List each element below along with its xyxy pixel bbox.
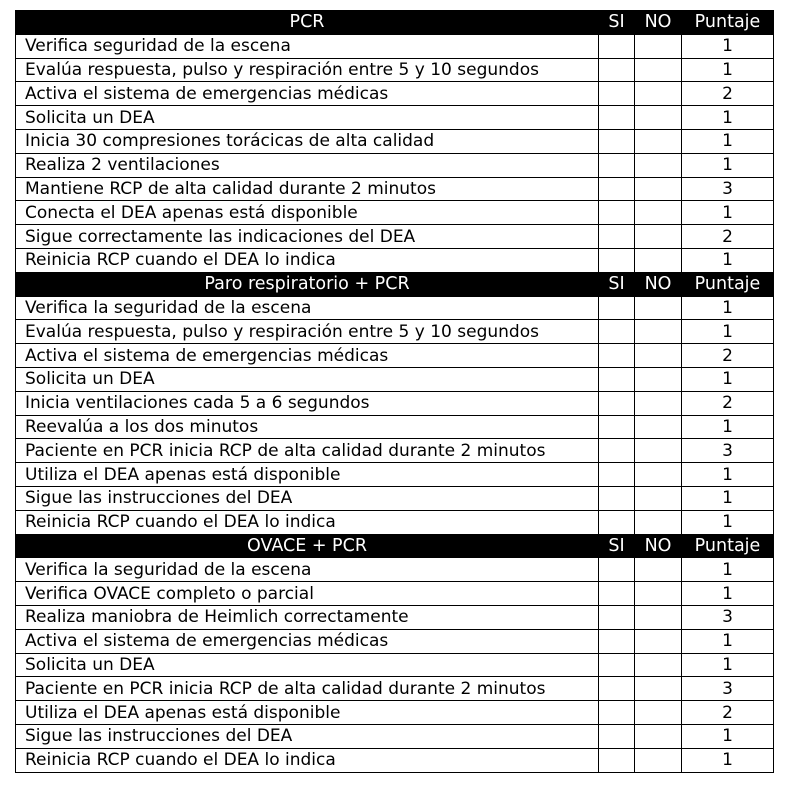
table-row <box>16 320 774 344</box>
criterion-cell: Utiliza el DEA apenas está disponible <box>16 463 599 487</box>
criterion-cell: Verifica la seguridad de la escena <box>16 558 599 582</box>
table-row <box>16 605 774 629</box>
no-check-cell[interactable] <box>635 344 682 368</box>
score-cell: 3 <box>682 177 774 201</box>
no-check-cell[interactable] <box>635 748 682 772</box>
section-header-row <box>16 534 774 558</box>
table-row <box>16 225 774 249</box>
criterion-cell: Activa el sistema de emergencias médicas <box>16 629 599 653</box>
table-row <box>16 629 774 653</box>
si-check-cell[interactable] <box>599 201 635 225</box>
score-cell: 3 <box>682 677 774 701</box>
table-row <box>16 558 774 582</box>
criterion-cell: Reevalúa a los dos minutos <box>16 415 599 439</box>
table-row <box>16 177 774 201</box>
si-check-cell[interactable] <box>599 106 635 130</box>
si-check-cell[interactable] <box>599 391 635 415</box>
no-check-cell[interactable] <box>635 653 682 677</box>
no-check-cell[interactable] <box>635 582 682 606</box>
table-row <box>16 153 774 177</box>
criterion-cell: Solicita un DEA <box>16 106 599 130</box>
no-check-cell[interactable] <box>635 724 682 748</box>
criterion-cell: Utiliza el DEA apenas está disponible <box>16 701 599 725</box>
no-check-cell[interactable] <box>635 463 682 487</box>
criterion-cell: Evalúa respuesta, pulso y respiración entre 5 y 10 segundos <box>16 320 599 344</box>
no-check-cell[interactable] <box>635 415 682 439</box>
table-row <box>16 415 774 439</box>
si-check-cell[interactable] <box>599 344 635 368</box>
checklist-sheet <box>15 10 773 773</box>
column-header-si: SI <box>599 11 635 35</box>
criterion-cell: Solicita un DEA <box>16 367 599 391</box>
score-cell: 1 <box>682 748 774 772</box>
score-cell: 3 <box>682 605 774 629</box>
score-cell: 1 <box>682 106 774 130</box>
table-row <box>16 82 774 106</box>
no-check-cell[interactable] <box>635 106 682 130</box>
table-row <box>16 391 774 415</box>
column-header-si: SI <box>599 534 635 558</box>
table-row <box>16 58 774 82</box>
column-header-si: SI <box>599 272 635 296</box>
score-cell: 1 <box>682 34 774 58</box>
si-check-cell[interactable] <box>599 582 635 606</box>
no-check-cell[interactable] <box>635 701 682 725</box>
column-header-no: NO <box>635 272 682 296</box>
score-cell: 3 <box>682 439 774 463</box>
no-check-cell[interactable] <box>635 558 682 582</box>
table-row <box>16 106 774 130</box>
si-check-cell[interactable] <box>599 153 635 177</box>
score-cell: 1 <box>682 510 774 534</box>
column-header-no: NO <box>635 11 682 35</box>
table-row <box>16 129 774 153</box>
score-cell: 1 <box>682 582 774 606</box>
section-title: PCR <box>16 11 599 35</box>
si-check-cell[interactable] <box>599 296 635 320</box>
si-check-cell[interactable] <box>599 439 635 463</box>
section-header-row <box>16 11 774 35</box>
table-row <box>16 701 774 725</box>
criterion-cell: Conecta el DEA apenas está disponible <box>16 201 599 225</box>
criterion-cell: Activa el sistema de emergencias médicas <box>16 82 599 106</box>
table-row <box>16 653 774 677</box>
si-check-cell[interactable] <box>599 558 635 582</box>
score-cell: 1 <box>682 153 774 177</box>
criterion-cell: Verifica seguridad de la escena <box>16 34 599 58</box>
no-check-cell[interactable] <box>635 629 682 653</box>
criterion-cell: Sigue las instrucciones del DEA <box>16 724 599 748</box>
table-row <box>16 463 774 487</box>
no-check-cell[interactable] <box>635 34 682 58</box>
score-cell: 1 <box>682 486 774 510</box>
score-cell: 1 <box>682 558 774 582</box>
si-check-cell[interactable] <box>599 653 635 677</box>
no-check-cell[interactable] <box>635 486 682 510</box>
si-check-cell[interactable] <box>599 177 635 201</box>
no-check-cell[interactable] <box>635 201 682 225</box>
criterion-cell: Solicita un DEA <box>16 653 599 677</box>
table-row <box>16 296 774 320</box>
criterion-cell: Mantiene RCP de alta calidad durante 2 minutos <box>16 177 599 201</box>
column-header-no: NO <box>635 534 682 558</box>
criterion-cell: Paciente en PCR inicia RCP de alta calidad durante 2 minutos <box>16 677 599 701</box>
si-check-cell[interactable] <box>599 701 635 725</box>
table-row <box>16 748 774 772</box>
criterion-cell: Sigue correctamente las indicaciones del DEA <box>16 225 599 249</box>
score-cell: 2 <box>682 344 774 368</box>
criterion-cell: Reinicia RCP cuando el DEA lo indica <box>16 510 599 534</box>
table-row <box>16 582 774 606</box>
table-row <box>16 344 774 368</box>
criterion-cell: Verifica OVACE completo o parcial <box>16 582 599 606</box>
no-check-cell[interactable] <box>635 677 682 701</box>
no-check-cell[interactable] <box>635 605 682 629</box>
criterion-cell: Inicia 30 compresiones torácicas de alta calidad <box>16 129 599 153</box>
no-check-cell[interactable] <box>635 177 682 201</box>
si-check-cell[interactable] <box>599 34 635 58</box>
si-check-cell[interactable] <box>599 463 635 487</box>
criterion-cell: Reinicia RCP cuando el DEA lo indica <box>16 248 599 272</box>
score-cell: 2 <box>682 391 774 415</box>
no-check-cell[interactable] <box>635 248 682 272</box>
si-check-cell[interactable] <box>599 82 635 106</box>
score-cell: 1 <box>682 248 774 272</box>
si-check-cell[interactable] <box>599 605 635 629</box>
evaluation-table <box>15 10 774 773</box>
table-row <box>16 34 774 58</box>
table-row <box>16 201 774 225</box>
score-cell: 1 <box>682 58 774 82</box>
score-cell: 2 <box>682 701 774 725</box>
table-row <box>16 486 774 510</box>
si-check-cell[interactable] <box>599 320 635 344</box>
no-check-cell[interactable] <box>635 296 682 320</box>
column-header-score: Puntaje <box>682 11 774 35</box>
section-title: Paro respiratorio + PCR <box>16 272 599 296</box>
no-check-cell[interactable] <box>635 129 682 153</box>
criterion-cell: Sigue las instrucciones del DEA <box>16 486 599 510</box>
table-row <box>16 510 774 534</box>
criterion-cell: Inicia ventilaciones cada 5 a 6 segundos <box>16 391 599 415</box>
no-check-cell[interactable] <box>635 391 682 415</box>
score-cell: 1 <box>682 415 774 439</box>
column-header-score: Puntaje <box>682 272 774 296</box>
no-check-cell[interactable] <box>635 439 682 463</box>
score-cell: 1 <box>682 463 774 487</box>
section-header-row <box>16 272 774 296</box>
score-cell: 1 <box>682 724 774 748</box>
column-header-score: Puntaje <box>682 534 774 558</box>
si-check-cell[interactable] <box>599 677 635 701</box>
score-cell: 1 <box>682 653 774 677</box>
si-check-cell[interactable] <box>599 510 635 534</box>
si-check-cell[interactable] <box>599 248 635 272</box>
criterion-cell: Realiza 2 ventilaciones <box>16 153 599 177</box>
score-cell: 1 <box>682 129 774 153</box>
table-body <box>16 11 774 773</box>
si-check-cell[interactable] <box>599 415 635 439</box>
no-check-cell[interactable] <box>635 225 682 249</box>
table-row <box>16 677 774 701</box>
si-check-cell[interactable] <box>599 486 635 510</box>
score-cell: 1 <box>682 367 774 391</box>
no-check-cell[interactable] <box>635 510 682 534</box>
criterion-cell: Evalúa respuesta, pulso y respiración entre 5 y 10 segundos <box>16 58 599 82</box>
table-row <box>16 439 774 463</box>
no-check-cell[interactable] <box>635 82 682 106</box>
table-row <box>16 367 774 391</box>
score-cell: 2 <box>682 225 774 249</box>
criterion-cell: Realiza maniobra de Heimlich correctamente <box>16 605 599 629</box>
si-check-cell[interactable] <box>599 58 635 82</box>
no-check-cell[interactable] <box>635 153 682 177</box>
no-check-cell[interactable] <box>635 320 682 344</box>
si-check-cell[interactable] <box>599 629 635 653</box>
score-cell: 1 <box>682 629 774 653</box>
table-row <box>16 724 774 748</box>
section-title: OVACE + PCR <box>16 534 599 558</box>
si-check-cell[interactable] <box>599 129 635 153</box>
criterion-cell: Verifica la seguridad de la escena <box>16 296 599 320</box>
criterion-cell: Paciente en PCR inicia RCP de alta calidad durante 2 minutos <box>16 439 599 463</box>
criterion-cell: Reinicia RCP cuando el DEA lo indica <box>16 748 599 772</box>
si-check-cell[interactable] <box>599 367 635 391</box>
no-check-cell[interactable] <box>635 367 682 391</box>
table-row <box>16 248 774 272</box>
si-check-cell[interactable] <box>599 225 635 249</box>
score-cell: 2 <box>682 82 774 106</box>
no-check-cell[interactable] <box>635 58 682 82</box>
score-cell: 1 <box>682 320 774 344</box>
score-cell: 1 <box>682 296 774 320</box>
criterion-cell: Activa el sistema de emergencias médicas <box>16 344 599 368</box>
si-check-cell[interactable] <box>599 724 635 748</box>
si-check-cell[interactable] <box>599 748 635 772</box>
score-cell: 1 <box>682 201 774 225</box>
